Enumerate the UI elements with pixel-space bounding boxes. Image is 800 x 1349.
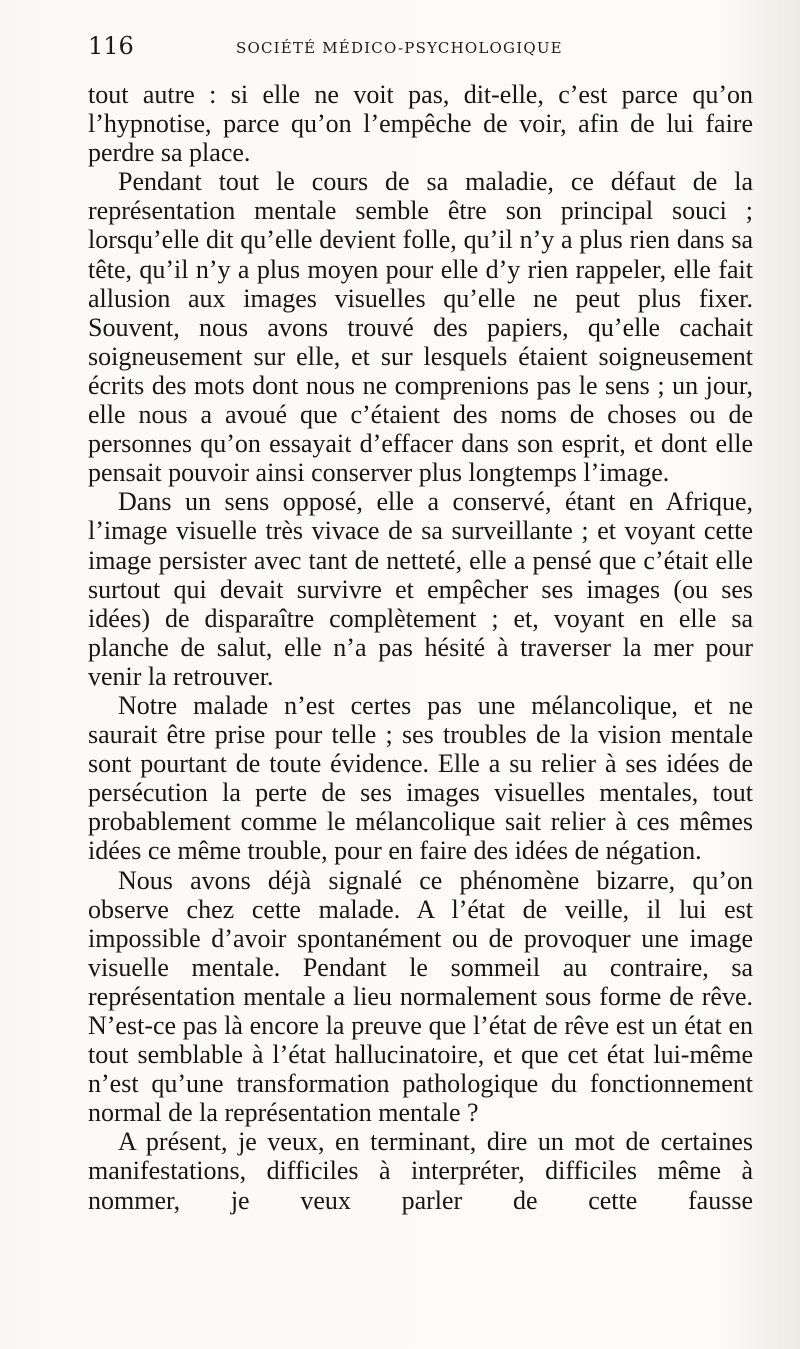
paragraph-continuation: tout autre : si elle ne voit pas, dit-elle, c’est parce qu’on l’hypnotise, parce qu’on l’empêche de voir, afin de lui faire perdre sa place. — [88, 80, 753, 168]
paragraph: A présent, je veux, en terminant, dire un mot de certaines manifestations, difficiles à interpréter, difficiles même à nommer, je veux parler de cette fausse — [88, 1127, 753, 1215]
running-title: SOCIÉTÉ MÉDICO-PSYCHOLOGIQUE — [236, 39, 563, 57]
page-header — [88, 30, 753, 66]
paragraph: Notre malade n’est certes pas une mélancolique, et ne saurait être prise pour telle ; ses troubles de la vision mentale sont pourtant de toute évidence. Elle a su relier à ses idées de persécution la perte de ses images visuelles mentales, tout probablement comme le mélancolique sait relier à ces mêmes idées ce même trouble, pour en faire des idées de négation. — [88, 690, 753, 866]
paragraph: Dans un sens opposé, elle a conservé, étant en Afrique, l’image visuelle très vivace de sa surveillante ; et voyant cette image persister avec tant de netteté, elle a pensé que c’était elle surtout qui devait survivre et empêcher ses images (ou ses idées) de disparaître complètement ; et, voyant en elle sa planche de salut, elle n’a pas hésité à traverser la mer pour venir la retrouver. — [88, 487, 753, 691]
body-text — [88, 80, 753, 1215]
page-number: 116 — [88, 32, 134, 60]
paragraph: Pendant tout le cours de sa maladie, ce défaut de la représentation mentale semble être son principal souci ; lorsqu’elle dit qu’elle devient folle, qu’il n’y a plus rien dans sa tête, qu’il n’y a plus moyen pour elle d’y rien rappeler, elle fait allusion aux images visuelles qu’elle ne peut plus fixer. Souvent, nous avons trouvé des papiers, qu’elle cachait soigneusement sur elle, et sur lesquels étaient soigneusement écrits des mots dont nous ne comprenions pas le sens ; un jour, elle nous a avoué que c’étaient des noms de choses ou de personnes qu’on essayait d’effacer dans son esprit, et dont elle pensait pouvoir ainsi conserver plus longtemps l’image. — [88, 167, 753, 488]
paragraph: Nous avons déjà signalé ce phénomène bizarre, qu’on observe chez cette malade. A l’état de veille, il lui est impossible d’avoir spontanément ou de provoquer une image visuelle mentale. Pendant le sommeil au contraire, sa représentation mentale a lieu normalement sous forme de rêve. N’est-ce pas là encore la preuve que l’état de rêve est un état en tout semblable à l’état hallucinatoire, et que cet état lui-même n’est qu’une transformation pathologique du fonctionnement normal de la représentation mentale ? — [88, 865, 753, 1128]
